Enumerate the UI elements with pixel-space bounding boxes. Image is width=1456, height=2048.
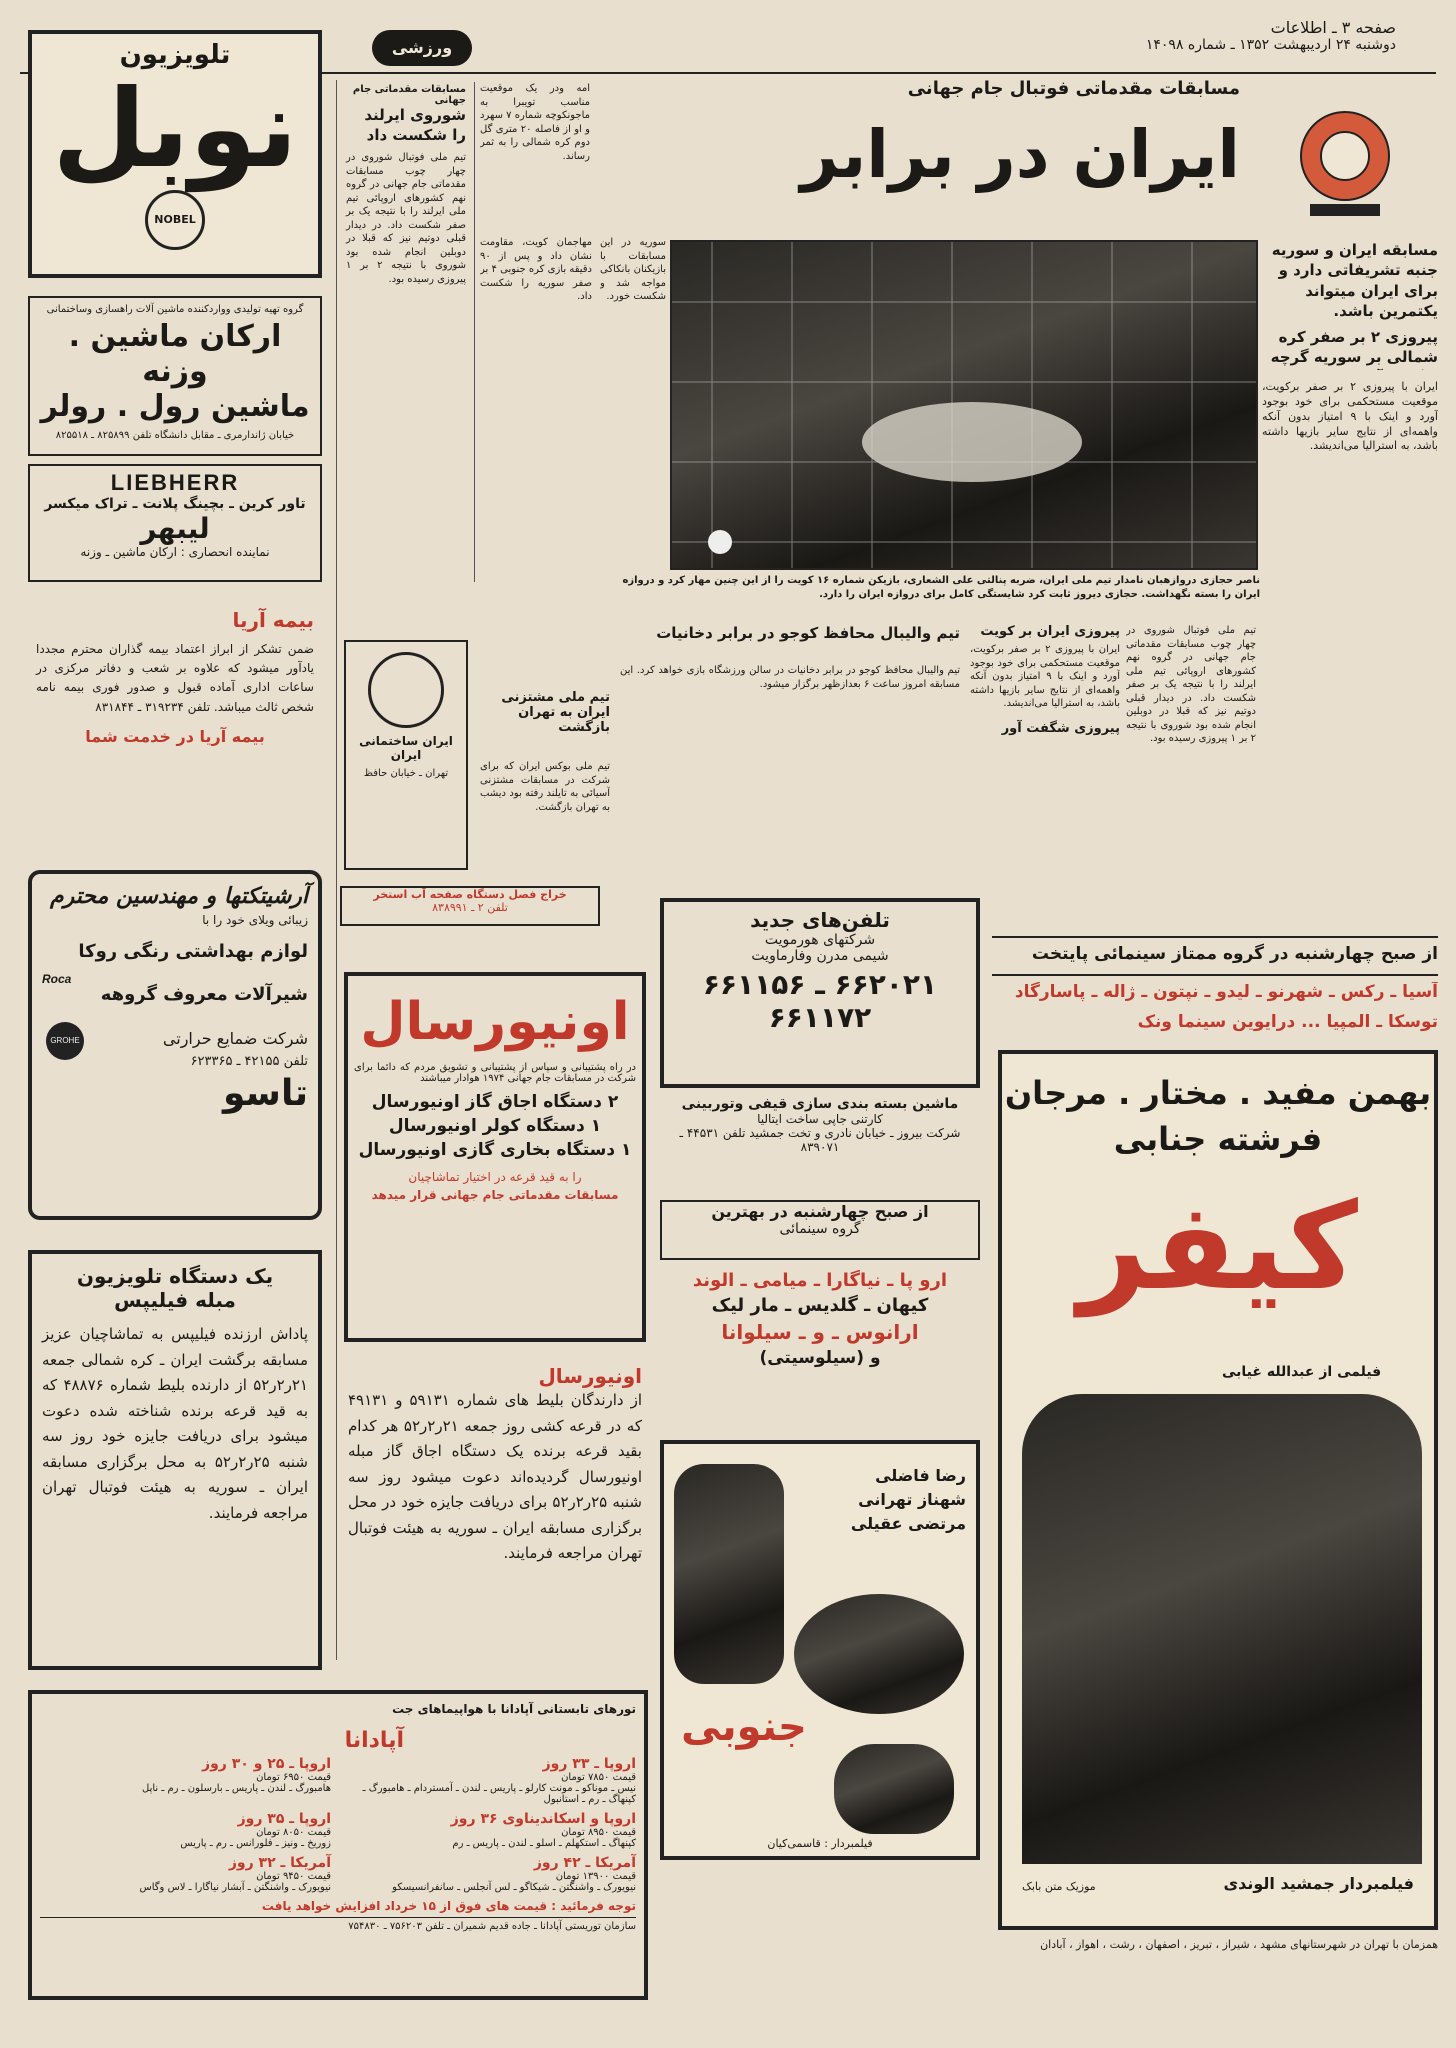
architect-line3: لوازم بهداشتی رنگی روکا (78, 941, 308, 962)
philips-text: پاداش ارزنده فیلیپس به تماشاچیان عزیز مسابقه برگشت ایران ـ کره شمالی جمعه ۲۱ر۲ر۵۲ از دارنده بلیط شماره ۴۸۸۷۶ که به قید قرعه برنده شناخته شده دعوت میشود برای دریافت جایزه خود روز سه شنبه ۲۵ر۲ر۵۲ به محل برگزاری مسابقه ایران ـ سوریه به هیئت فوتبال تهران مراجعه فرمایند. (42, 1325, 308, 1522)
keyfar-poster (998, 1050, 1438, 1930)
packaging-title: ماشین بسته بندی سازی قیفی وتوربینی (681, 1096, 959, 1112)
keyfar-photo (1022, 1394, 1422, 1864)
keyfar-cinematographer: فیلمبردار جمشید الوندی (1223, 1874, 1414, 1893)
jonubi-cast3: مرتضی عقیلی (850, 1514, 966, 1533)
universal-ad (344, 972, 646, 1342)
mid-text-a: امه ودر یک موقعیت مناسب تویبرا به ماجونکوچه شماره ۷ سهرد و او از فاصله ۲۰ متری گل دوم کره شمالی را به ثمر رساند. (480, 83, 590, 162)
lead-text-d: تیم ملی فوتبال شوروی در چهار چوب مسابقات مقدماتی جام جهانی در گروه نهم کشورهای اروپائی تیم ملی ایرلند را با نتیجه یک بر صفر شکست داد. در دیدار قبلی دوتیم نیز که قبلا در دوبلین انجام شده بود شوروی با نتیجه ۲ بر ۱ پیروزی رسیده بود. (1126, 625, 1256, 744)
keyfar-cast2: فرشته جنابی (1113, 1120, 1323, 1158)
construction-logo-icon (368, 652, 444, 728)
cinema-a-header (660, 1200, 980, 1260)
philips-brand: مبله فیلیپس (114, 1288, 236, 1312)
universal-line3: ۱ دستگاه بخاری گازی اونیورسال (358, 1140, 632, 1160)
page-number: صفحه ۳ ـ اطلاعات (1270, 18, 1396, 37)
boxing-title: تیم ملی مشتزنی ایران به تهران بازگشت (501, 690, 610, 735)
ussr-headline: شوروی ایرلند را شکست داد (364, 106, 466, 144)
tour-item: اروپا ـ ۳۵ روز قیمت ۸۰۵۰ تومان زوریخ ـ ونیز ـ فلورانس ـ رم ـ پاریس (180, 1811, 331, 1849)
jonubi-title: جنوبی (681, 1704, 807, 1750)
jonubi-photo-3 (834, 1744, 954, 1834)
page-header (1056, 18, 1396, 68)
insurance-text: ضمن تشکر از ابراز اعتماد بیمه گذاران محترم مجددا یادآور میشود که علاوه بر شعب و دفاتر مرکزی در ساعات اداری آماده قبول و صدور فوری بیمه نامه شخص ثالث میباشد. تلفن ۳۱۹۲۳۴ ـ ۸۳۱۸۴۴ (36, 642, 314, 714)
liebherr-line3: نماینده انحصاری : ارکان ماشین ـ وزنه (80, 545, 270, 559)
machine-ad-line3: ماشین رول . رولر (40, 389, 310, 424)
pool-ad-text: خراج فصل دستگاه صفحه آب استخر (373, 888, 567, 901)
universal-line1: ۲ دستگاه اجاق گاز اونیورسال (371, 1092, 619, 1112)
liebherr-line1: تاور کرین ـ بچینگ پلانت ـ تراک میکسر (44, 496, 306, 512)
lead-subhead-b: پیروزی شگفت آور (1001, 720, 1120, 736)
boxing-text: تیم ملی بوکس ایران که برای شرکت در مسابقات مشتزنی آسیائی به تایلند رفته بود دیشب به تهران بازگشت. (480, 761, 610, 813)
lead-subhead-a: پیروزی ایران بر کویت (980, 624, 1120, 639)
photo-caption: ناصر حجازی دروازهبان نامدار تیم ملی ایران، ضربه پنالتی علی الشعاری، بازیکن شماره ۱۶ کویت را از این چنین مهار کرد و دروازه ایران را بسته نگهداشت. حجازی دیروز ثابت کرد شایستگی کامل برای دروازه ایران را دارد. (622, 575, 1260, 600)
jonubi-cast1: رضا فاضلی (875, 1466, 966, 1485)
construction-logo-ad (344, 640, 468, 870)
liebherr-ad (28, 464, 322, 582)
tv-ad-sub: تلویزیون (119, 40, 231, 70)
cinema-a-line5: ارانوس ـ و ـ سیلوانا (721, 1320, 919, 1344)
lead-text-c2: ایران با پیروزی ۲ بر صفر برکویت، موقعیت مستحکمی برای خود بوجود آورد و اینک با ۹ امتیاز بدون آنکه واهمه‌ای از نتایج سایر بازیها داشته باشد، به استرالیا می‌اندیشد. (970, 644, 1120, 709)
universal-line5: مسابقات مقدماتی جام جهانی قرار میدهد (371, 1188, 619, 1202)
universal-line4: را به قید قرعه در اختیار تماشاچیان (408, 1170, 582, 1184)
match-photo (670, 240, 1258, 570)
tours-ad (28, 1690, 648, 2000)
cinema-a-list (660, 1270, 980, 1430)
keyfar-title: کیفر (1078, 1178, 1358, 1317)
jonubi-credit: فیلمبردار : قاسمی‌کیان (767, 1837, 873, 1850)
liebherr-brand: LIEBHERR (110, 470, 240, 495)
cinema-b-list2: توسکا ـ المپیا ... درایوین سینما ونک (1137, 1012, 1438, 1032)
pool-ad (340, 886, 600, 926)
packaging-ad (660, 1096, 980, 1176)
lead-bullets (1260, 240, 1438, 370)
philips-title: یک دستگاه تلویزیون (76, 1264, 274, 1288)
jonubi-photo-2 (794, 1594, 964, 1714)
jonubi-cast2: شهناز تهرانی (858, 1490, 966, 1509)
cinema-a-line3: ارو پا ـ نیاگارا ـ میامی ـ الوند (692, 1270, 948, 1291)
universal2-brand: اونیورسال (538, 1364, 642, 1388)
cinema-b-list1: آسیا ـ رکس ـ شهرنو ـ لیدو ـ نپتون ـ ژاله ـ پاسارگاد (1014, 982, 1438, 1002)
grohe-logo: GROHE (46, 1022, 84, 1060)
architect-phone: تلفن ۴۲۱۵۵ ـ ۶۲۳۳۶۵ (190, 1054, 308, 1069)
universal-line2: ۱ دستگاه کولر اونیورسال (388, 1116, 602, 1136)
insurance-title: بیمه آریا (232, 608, 314, 632)
cinema-b-top: از صبح چهارشنبه در گروه ممتاز سینمائی پایتخت (992, 936, 1438, 976)
keyfar-director: فیلمی از عبدالله غیابی (1222, 1364, 1382, 1380)
issue-date: دوشنبه ۲۴ اردیبهشت ۱۳۵۲ ـ شماره ۱۴۰۹۸ (1145, 37, 1396, 53)
volley-text: تیم والیبال محافظ کوجو در برابر دخانیات در سالن ورزشگاه بازی خواهد کرد. این مسابقه امروز ساعت ۶ بعدازظهر برگزار میشود. (620, 665, 960, 690)
insurance-footer: بیمه آریا در خدمت شما (85, 726, 265, 746)
jonubi-photo-1 (674, 1464, 784, 1684)
machine-ad-line2: ارکان ماشین . وزنه (68, 319, 282, 389)
architect-line1: آرشیتکتها و مهندسین محترم (50, 884, 308, 909)
tours-notice: توجه فرمائید : قیمت های فوق از ۱۵ خرداد افزایش خواهد یافت (261, 1899, 636, 1913)
tours-header: تورهای تابستانی آپادانا با هواپیماهای جت (392, 1702, 636, 1716)
universal2-text: از دارندگان بلیط های شماره ۵۹۱۳۱ و ۴۹۱۳۱ که در قرعه کشی روز جمعه ۲۱ر۲ر۵۲ هر کدام بقید قرعه برنده یک دستگاه اجاق گاز مبله اونیورسال گردیده‌اند دعوت میشود روز سه شنبه ۲۵ر۲ر۵۲ برای دریافت جایزه خود در محل برگزاری مسابقه ایران ـ سوریه به هیئت فوتبال تهران مراجعه فرمایند. (348, 1391, 643, 1562)
pool-ad-sub: تلفن ۲ ـ ۸۳۸۹۹۱ (432, 901, 508, 914)
ussr-kicker: مسابقات مقدماتی جام جهانی (352, 84, 466, 106)
phones-n2: ۶۶۱۱۷۲ (768, 1001, 872, 1034)
architect-line4: شیرآلات معروف گروهه (100, 984, 308, 1005)
cinema-a-line1: از صبح چهارشنبه در بهترین (711, 1202, 929, 1221)
cinema-a-line4: کیهان ـ گلدیس ـ مار لیک (711, 1295, 929, 1316)
lead-text-a: ایران با پیروزی ۲ بر صفر برکویت، موقعیت مستحکمی برای خود بوجود آورد و اینک با ۹ امتیاز بدون آنکه واهمه‌ای از نتایج سایر بازیها داشته باشد، به استرالیا می‌اندیشد. (1262, 380, 1438, 453)
packaging-sub: کارتنی جاپی ساخت ایتالیا (757, 1112, 883, 1126)
tour-item: آمریکا ـ ۳۲ روز قیمت ۹۴۵۰ تومان نیویورک ـ واشنگتن ـ آبشار نیاگارا ـ لاس وگاس (139, 1855, 331, 1893)
ussr-story (344, 82, 468, 582)
lead-bullet-2: پیروزی ۲ بر صفر کره شمالی بر سوریه گرچه (1270, 328, 1438, 367)
architect-shop: تاسو (222, 1073, 308, 1114)
universal-text: در راه پشتیبانی و سپاس از پشتیبانی و تشویق مردم که دائما برای شرکت در مسابقات جام جهانی ۱۹۷۴ هوادار میباشند (354, 1062, 636, 1084)
world-cup-logo (1290, 106, 1400, 226)
packaging-addr: شرکت بیروز ـ خیابان نادری و تخت جمشید تلفن ۴۴۵۳۱ ـ ۸۳۹۰۷۱ (679, 1126, 961, 1154)
tours-footer: سازمان توریستی آپادانا ـ جاده قدیم شمیران ـ تلفن ۷۵۶۲۰۳ ـ ۷۵۴۸۳۰ (40, 1917, 636, 1932)
tours-brand: آپادانا (344, 1728, 404, 1753)
universal-winners (344, 1360, 646, 1670)
phones-co1: شرکتهای هورمویت (764, 932, 876, 948)
lead-kicker: مسابقات مقدماتی فوتبال جام جهانی (907, 78, 1240, 99)
ussr-text: تیم ملی فوتبال شوروی در چهار چوب مسابقات مقدماتی جام جهانی در گروه نهم کشورهای اروپائی تیم ملی ایرلند را با نتیجه یک بر صفر شکست داد. در دیدار قبلی دوتیم نیز که قبلا در دوبلین انجام شده بود شوروی با نتیجه ۲ بر ۱ پیروزی رسیده بود. (346, 152, 466, 285)
mid-text-c: مهاجمان کویت، مقاومت نشان داد و پس از ۹۰ دقیقه بازی کره جنوبی ۴ بر صفر سوریه را شکست داد. (480, 237, 592, 302)
phones-co2: شیمی مدرن وفارماویت (751, 948, 889, 964)
tv-ad-logo: NOBEL (145, 190, 205, 250)
phones-ad (660, 898, 980, 1088)
construction-logo-text: ایران ساختمانی ایران (359, 734, 453, 762)
lead-subhead-col (970, 624, 1120, 904)
machine-ad (28, 296, 322, 456)
tour-item: اروپا ـ ۳۳ روز قیمت ۷۸۵۰ تومان نیس ـ موناکو ـ مونت کارلو ـ پاریس ـ لندن ـ آمستردام ـ هامبورگ ـ کپنهاگ ـ رم ـ استانبول (362, 1756, 636, 1805)
machine-ad-address: خیابان ژاندارمری ـ مقابل دانشگاه تلفن ۸۲۵۸۹۹ ـ ۸۲۵۵۱۸ (55, 430, 295, 441)
architect-ad (28, 870, 322, 1220)
liebherr-line2: لیبهر (140, 512, 210, 545)
universal-brand: اونیورسال (360, 992, 630, 1052)
jonubi-poster (660, 1440, 980, 1860)
machine-ad-line1: گروه تهیه تولیدی وواردکننده ماشین آلات راهسازی وساختمانی (46, 304, 304, 315)
volley-title: تیم والیبال محافظ کوجو در برابر دخانیات (656, 624, 960, 642)
construction-logo-sub: تهران ـ خیابان حافظ (363, 768, 449, 779)
tour-item: اروپا ـ ۲۵ و ۳۰ روز قیمت ۶۹۵۰ تومان هامبورگ ـ لندن ـ پاریس ـ بارسلون ـ رم ـ ناپل (142, 1756, 331, 1794)
architect-line5: شرکت ضمایع حرارتی (162, 1029, 308, 1048)
cinema-a-line6: و (سیلوسیتی) (759, 1348, 881, 1368)
keyfar-music: موزیک متن بابک (1022, 1880, 1096, 1893)
phones-n1: ۶۶۲۰۲۱ ـ ۶۶۱۱۵۶ (702, 968, 938, 1001)
section-tag: ورزشی (372, 30, 472, 66)
insurance-ad (28, 600, 322, 850)
philips-ad (28, 1250, 322, 1670)
mid-text-b: سوریه در این مسابقات با بازیکنان بانکاکی مواجه شد و شکست خورد. (600, 237, 666, 302)
tour-item: اروپا و اسکاندیناوی ۳۶ روز قیمت ۸۹۵۰ تومان کپنهاگ ـ استکهلم ـ اسلو ـ لندن ـ پاریس ـ رم (450, 1811, 636, 1849)
tv-ad (28, 30, 322, 278)
architect-line2: زیبائی ویلای خود را با (202, 913, 308, 927)
keyfar-cast1: بهمن مفید . مختار . مرجان (1004, 1074, 1432, 1112)
lead-bullet-1: مسابقه ایران و سوریه جنبه تشریفاتی دارد و برای ایران میتواند یکتمرین باشد. (1271, 241, 1438, 320)
keyfar-cities: همزمان با تهران در شهرستانهای مشهد ، شیراز ، تبریز ، اصفهان ، رشت ، اهواز ، آبادان (1040, 1938, 1438, 1951)
cinema-a-line2: گروه سینمائی (779, 1221, 861, 1237)
phones-title: تلفن‌های جدید (750, 908, 890, 932)
tour-item: آمریکا ـ ۴۲ روز قیمت ۱۳۹۰۰ تومان نیویورک ـ واشنگتن ـ شیکاگو ـ لس آنجلس ـ سانفرانسیسکو (392, 1855, 636, 1893)
lead-headline: ایران در برابر (800, 116, 1240, 193)
tv-ad-name: نوبل (52, 67, 298, 192)
roca-logo: Roca (42, 972, 72, 986)
